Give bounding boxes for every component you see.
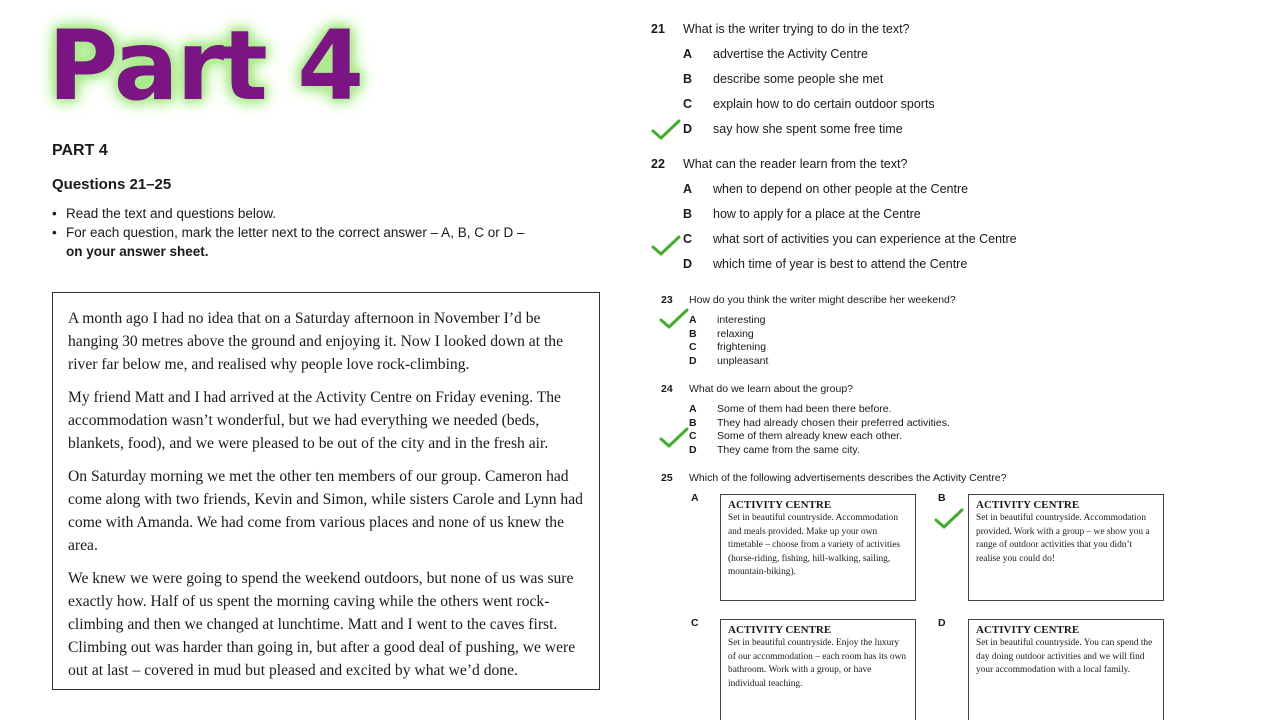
option-text: advertise the Activity Centre — [713, 47, 868, 61]
instruction-continuation: on your answer sheet. — [66, 244, 209, 259]
questions-range: Questions 21–25 — [52, 176, 172, 193]
option-text: relaxing — [717, 327, 754, 340]
ad-body: Set in beautiful countryside. Accommodation provided. Work with a group – we show you a range of outdoor activities that you didn’t realise you could do! — [976, 513, 1150, 564]
ad-title: ACTIVITY CENTRE — [976, 499, 1080, 511]
question-number: 23 — [661, 294, 673, 306]
ad-option-c[interactable] — [720, 619, 916, 720]
ad-body: Set in beautiful countryside. You can spend the day doing outdoor activities and we will find your accommodation with a local family. — [976, 638, 1153, 675]
check-icon — [659, 427, 689, 449]
option-text: what sort of activities you can experience at the Centre — [713, 232, 1017, 246]
option-d[interactable] — [661, 355, 956, 369]
bullet: • — [52, 225, 57, 240]
ad-letter-a: A — [691, 492, 699, 504]
ad-option-b[interactable] — [968, 494, 1164, 601]
ad-option-d[interactable] — [968, 619, 1164, 720]
option-text: They came from the same city. — [717, 444, 860, 457]
check-icon — [934, 508, 964, 530]
question-text: What is the writer trying to do in the text? — [683, 22, 910, 36]
correct-check-q25 — [934, 508, 964, 530]
option-letter: B — [683, 72, 693, 86]
question-row — [661, 383, 950, 403]
instruction-text: For each question, mark the letter next to the correct answer – A, B, C or D – — [66, 225, 525, 240]
option-letter: C — [683, 97, 693, 111]
instruction-item — [52, 204, 524, 223]
option-text: how to apply for a place at the Centre — [713, 207, 921, 221]
question-number: 25 — [661, 472, 673, 484]
question-24 — [661, 383, 950, 458]
ad-letter-d: D — [938, 617, 946, 629]
question-number: 24 — [661, 383, 673, 395]
option-letter: D — [689, 355, 697, 368]
question-text: What can the reader learn from the text? — [683, 157, 908, 171]
slide-title: Part 4 — [48, 10, 363, 122]
ad-title: ACTIVITY CENTRE — [728, 624, 832, 636]
option-letter: A — [683, 47, 693, 61]
ad-option-a[interactable] — [720, 494, 916, 601]
option-b[interactable] — [651, 72, 935, 97]
bullet: • — [52, 206, 57, 221]
option-c[interactable] — [651, 97, 935, 122]
question-row — [661, 472, 1006, 492]
part-heading: PART 4 — [52, 142, 108, 159]
option-a[interactable] — [651, 182, 1017, 207]
option-text: describe some people she met — [713, 72, 884, 86]
ad-body: Set in beautiful countryside. Accommodation and meals provided. Make up your own timetable – choose from a variety of activities (horse-riding, fishing, hill-walking, sailing, mountain-biking). — [728, 513, 901, 577]
option-letter: C — [689, 430, 697, 443]
correct-check-q23 — [659, 308, 689, 330]
option-c[interactable] — [651, 232, 1017, 257]
question-25 — [661, 472, 1006, 492]
correct-check-q22 — [651, 235, 681, 257]
question-text: Which of the following advertisements describes the Activity Centre? — [689, 472, 1007, 484]
question-22 — [651, 157, 1017, 282]
option-letter: B — [689, 416, 697, 429]
option-text: They had already chosen their preferred activities. — [717, 416, 950, 429]
option-b[interactable] — [651, 207, 1017, 232]
option-text: frightening — [717, 341, 767, 354]
question-number: 22 — [651, 157, 665, 171]
option-text: say how she spent some free time — [713, 122, 903, 136]
instruction-item — [52, 223, 524, 242]
instruction-text: Read the text and questions below. — [66, 206, 277, 221]
ad-body: Set in beautiful countryside. Enjoy the luxury of our accommodation – each room has its own bathroom. Work with a group, or have individual teaching. — [728, 638, 907, 689]
option-letter: D — [689, 444, 697, 457]
ad-letter-c: C — [691, 617, 699, 629]
question-23 — [661, 294, 956, 369]
question-text: How do you think the writer might describe her weekend? — [689, 294, 956, 306]
option-letter: A — [683, 182, 693, 196]
option-b[interactable] — [661, 328, 956, 342]
option-text: unpleasant — [717, 355, 769, 368]
option-letter: A — [689, 314, 697, 326]
option-letter: B — [683, 207, 693, 221]
check-icon — [651, 119, 681, 141]
reading-passage — [52, 292, 600, 690]
option-text: Some of them had been there before. — [717, 403, 892, 415]
option-d[interactable] — [651, 122, 935, 147]
option-text: when to depend on other people at the Centre — [713, 182, 969, 196]
passage-paragraph: On Saturday morning we met the other ten members of our group. Cameron had come along with two friends, Kevin and Simon, while sisters Carole and Lynn had come with Amanda. We had come from various places and none of us knew the area. — [68, 468, 583, 554]
option-letter: A — [689, 403, 697, 415]
option-d[interactable] — [651, 257, 1017, 282]
option-c[interactable] — [661, 430, 950, 444]
option-a[interactable] — [661, 403, 950, 417]
question-row — [651, 22, 935, 47]
question-row — [651, 157, 1017, 182]
question-row — [661, 294, 956, 314]
ad-title: ACTIVITY CENTRE — [728, 499, 832, 511]
passage-paragraph: A month ago I had no idea that on a Saturday afternoon in November I’d be hanging 30 metres above the ground and enjoying it. Now I looked down at the river far below me, and realised why people love rock-climbing. — [68, 310, 563, 373]
option-a[interactable] — [661, 314, 956, 328]
option-text: interesting — [717, 314, 766, 326]
option-letter: D — [683, 122, 693, 136]
correct-check-q24 — [659, 427, 689, 449]
question-number: 21 — [651, 22, 665, 36]
option-text: which time of year is best to attend the Centre — [713, 257, 968, 271]
passage-paragraph: We knew we were going to spend the weekend outdoors, but none of us was sure exactly how. Half of us spent the morning caving while the others went rock-climbing and then we changed at lunchtime. Matt and I went to the caves first. Climbing out was harder than going in, but after a good deal of pushing, we were out at last – covered in mud but pleased and excited by what we’d done. — [68, 570, 576, 679]
question-21 — [651, 22, 935, 147]
instructions — [52, 204, 524, 261]
option-letter: B — [689, 327, 697, 340]
option-text: Some of them already knew each other. — [717, 430, 903, 443]
correct-check-q21 — [651, 119, 681, 141]
option-letter: C — [683, 232, 693, 246]
question-text: What do we learn about the group? — [689, 383, 854, 395]
option-b[interactable] — [661, 417, 950, 431]
passage-paragraph: My friend Matt and I had arrived at the Activity Centre on Friday evening. The accommodation wasn’t wonderful, but we had everything we needed (beds, blankets, food), and we were pleased to be out of the city and in the fresh air. — [68, 389, 561, 452]
check-icon — [651, 235, 681, 257]
ad-title: ACTIVITY CENTRE — [976, 624, 1080, 636]
option-letter: D — [683, 257, 693, 271]
check-icon — [659, 308, 689, 330]
option-c[interactable] — [661, 341, 956, 355]
ad-letter-b: B — [938, 492, 946, 504]
option-a[interactable] — [651, 47, 935, 72]
option-letter: C — [689, 341, 697, 354]
option-d[interactable] — [661, 444, 950, 458]
option-text: explain how to do certain outdoor sports — [713, 97, 935, 111]
